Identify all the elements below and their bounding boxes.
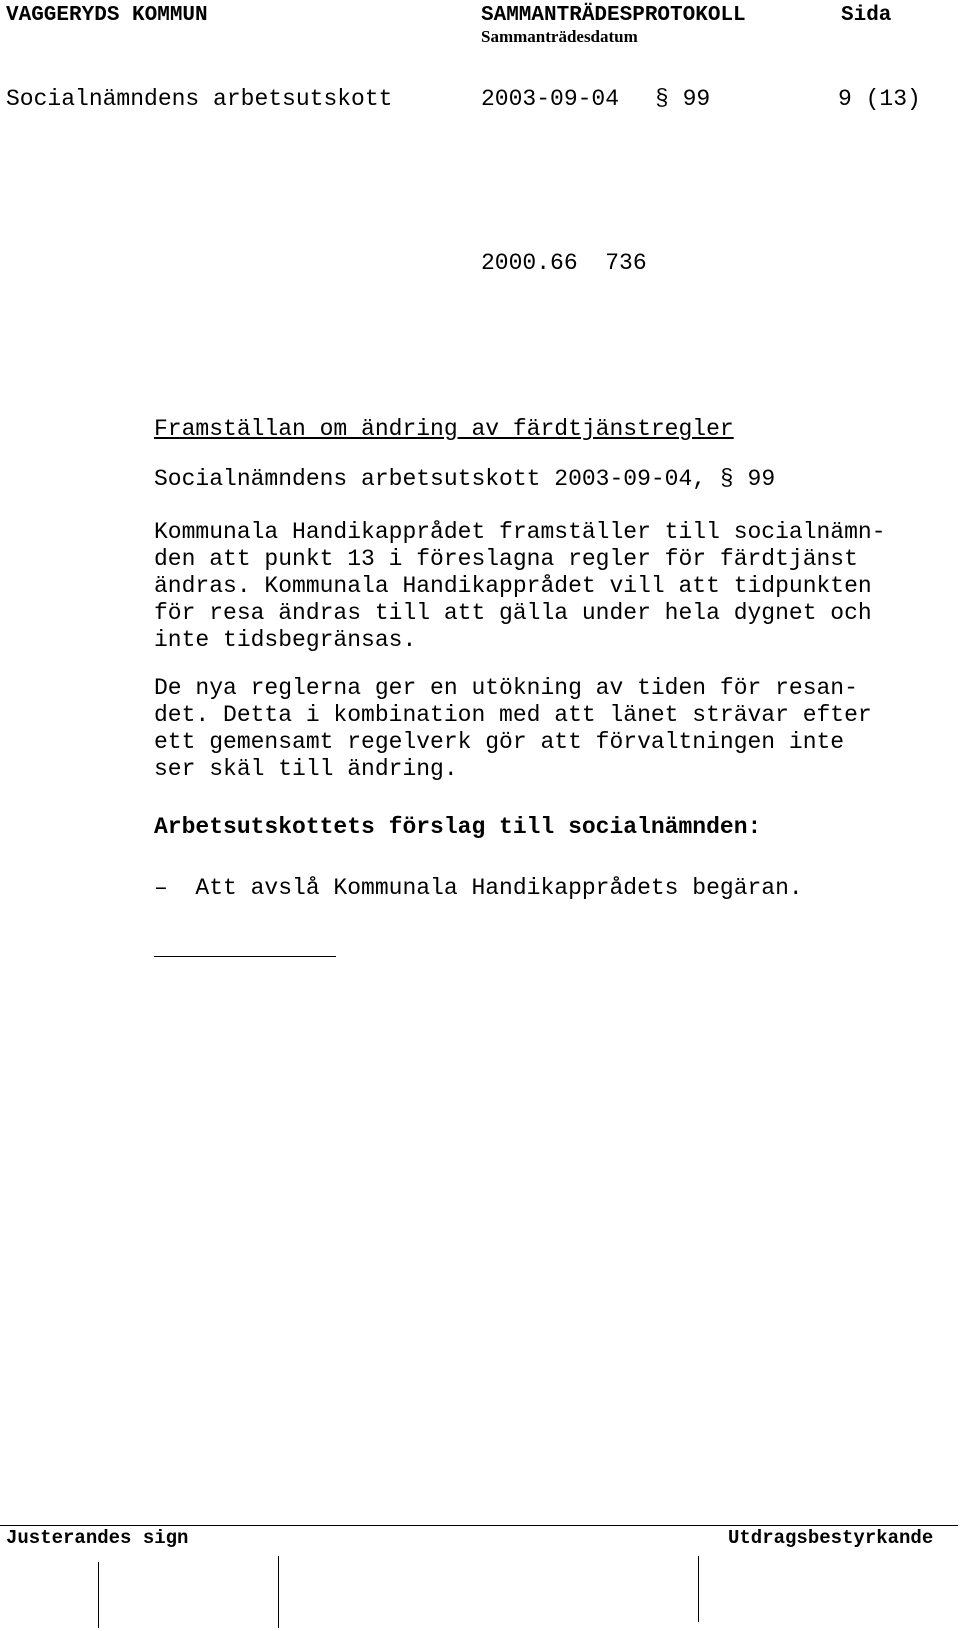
municipality-name: VAGGERYDS KOMMUN bbox=[6, 4, 208, 27]
protocol-title: SAMMANTRÄDESPROTOKOLL bbox=[481, 4, 746, 27]
end-divider bbox=[154, 956, 336, 957]
footer-divider bbox=[0, 1525, 958, 1526]
section-number: 99 bbox=[682, 86, 711, 112]
signature-label: Justerandes sign bbox=[6, 1527, 189, 1549]
section-reference bbox=[655, 86, 710, 112]
meeting-date-label: Sammanträdesdatum bbox=[481, 27, 638, 46]
section-symbol-icon: § bbox=[655, 86, 669, 112]
section-symbol-icon: § bbox=[719, 466, 734, 492]
paragraph-request: Kommunala Handikapprådet framställer till socialnämn- den att punkt 13 i föreslagna regler för färdtjänst ändras. Kommunala Handikapprådet vill att tidpunkten för resa ändras till att gälla under hela dygnet och inte tidsbegränsas. bbox=[154, 519, 886, 653]
certification-label: Utdragsbestyrkande bbox=[728, 1527, 934, 1549]
signature-box-line bbox=[98, 1562, 99, 1628]
decision-item: – Att avslå Kommunala Handikapprådets begäran. bbox=[154, 875, 803, 901]
document-title: Framställan om ändring av färdtjänstregler bbox=[154, 416, 734, 442]
page-number: 9 (13) bbox=[838, 86, 921, 112]
subtitle-text: Socialnämndens arbetsutskott 2003-09-04, bbox=[154, 466, 720, 492]
signature-box-line bbox=[698, 1556, 699, 1622]
proposal-heading: Arbetsutskottets förslag till socialnämnden: bbox=[154, 814, 762, 840]
page-label: Sida bbox=[841, 4, 892, 27]
signature-box-line bbox=[278, 1556, 279, 1628]
document-reference: 2000.66 736 bbox=[481, 250, 647, 276]
meeting-date: 2003-09-04 bbox=[481, 86, 620, 112]
document-subtitle bbox=[154, 466, 954, 493]
paragraph-assessment: De nya reglerna ger en utökning av tiden för resan- det. Detta i kombination med att länet strävar efter ett gemensamt regelverk gör att förvaltningen inte ser skäl till ändring. bbox=[154, 675, 872, 782]
committee-name: Socialnämndens arbetsutskott bbox=[6, 86, 393, 112]
subtitle-number: 99 bbox=[733, 466, 776, 492]
